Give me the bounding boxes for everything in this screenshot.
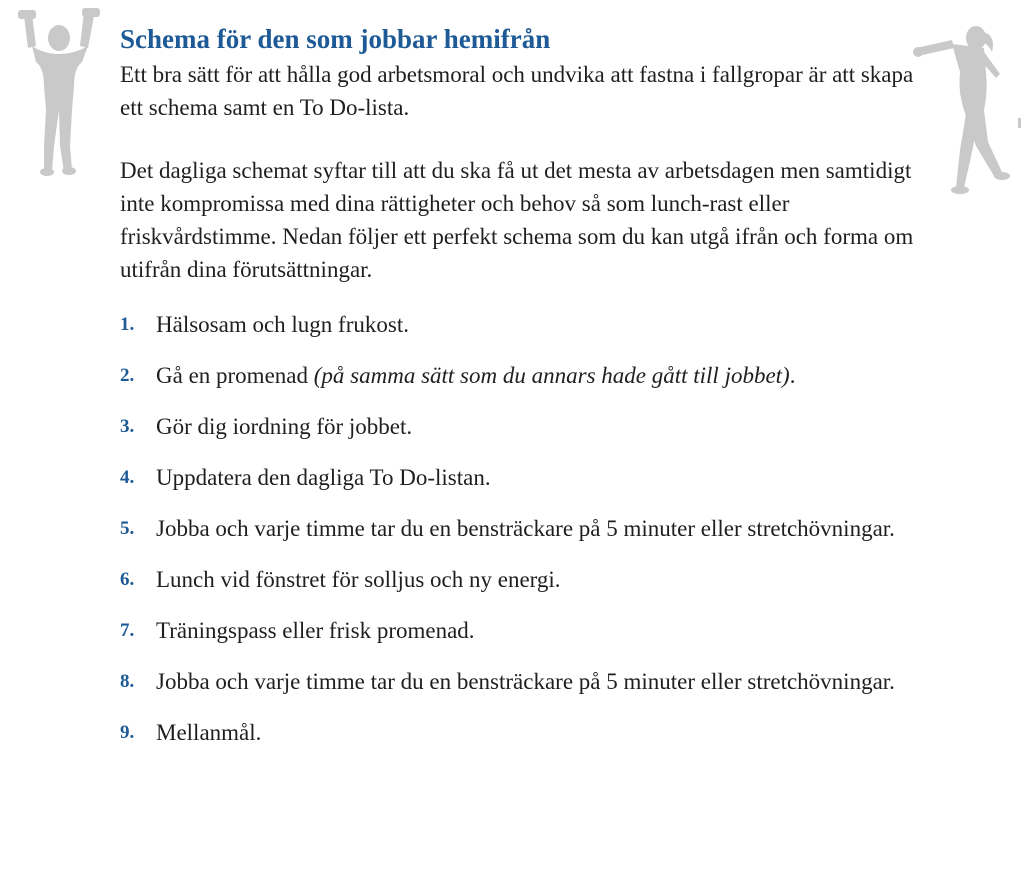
list-item <box>120 614 920 647</box>
list-text-suffix: . <box>789 363 796 388</box>
page-title: Schema för den som jobbar hemifrån <box>120 24 551 54</box>
list-item <box>120 359 920 392</box>
list-number: 3. <box>120 416 135 437</box>
list-text: Uppdatera den dagliga To Do-listan. <box>156 465 491 490</box>
list-number: 1. <box>120 314 135 335</box>
list-text: Jobba och varje timme tar du en bensträckare på 5 minuter eller stretchövningar. <box>156 669 895 694</box>
person-stretching-icon <box>14 6 110 178</box>
list-item <box>120 512 920 545</box>
person-exercising-icon <box>912 22 1024 200</box>
list-number: 8. <box>120 671 135 692</box>
document-body <box>120 20 920 767</box>
body-paragraph: Det dagliga schemat syftar till att du ska få ut det mesta av arbetsdagen men samtidigt inte kompromissa med dina rättigheter och behov så som lunch-rast eller friskvårdstimme. Nedan följer ett perfekt schema som du kan utgå ifrån och forma om utifrån dina förutsättningar. <box>120 158 914 282</box>
list-number: 5. <box>120 518 135 539</box>
schedule-list <box>120 308 920 749</box>
list-text: Gör dig iordning för jobbet. <box>156 414 413 439</box>
list-item <box>120 716 920 749</box>
list-number: 4. <box>120 467 135 488</box>
list-text: Träningspass eller frisk promenad. <box>156 618 475 643</box>
list-item <box>120 308 920 341</box>
list-item <box>120 563 920 596</box>
list-text: Mellanmål. <box>156 720 262 745</box>
list-item <box>120 665 920 698</box>
list-number: 2. <box>120 365 135 386</box>
list-item <box>120 410 920 443</box>
list-number: 7. <box>120 620 135 641</box>
list-text: Hälsosam och lugn frukost. <box>156 312 409 337</box>
list-text-italic: (på samma sätt som du annars hade gått till jobbet) <box>313 363 790 388</box>
list-text: Gå en promenad <box>156 363 314 388</box>
list-number: 9. <box>120 722 135 743</box>
list-text: Jobba och varje timme tar du en bensträckare på 5 minuter eller stretchövningar. <box>156 516 895 541</box>
intro-paragraph: Ett bra sätt för att hålla god arbetsmoral och undvika att fastna i fallgropar är att skapa ett schema samt en To Do-lista. <box>120 62 914 120</box>
list-number: 6. <box>120 569 135 590</box>
list-item <box>120 461 920 494</box>
list-text: Lunch vid fönstret för solljus och ny energi. <box>156 567 561 592</box>
